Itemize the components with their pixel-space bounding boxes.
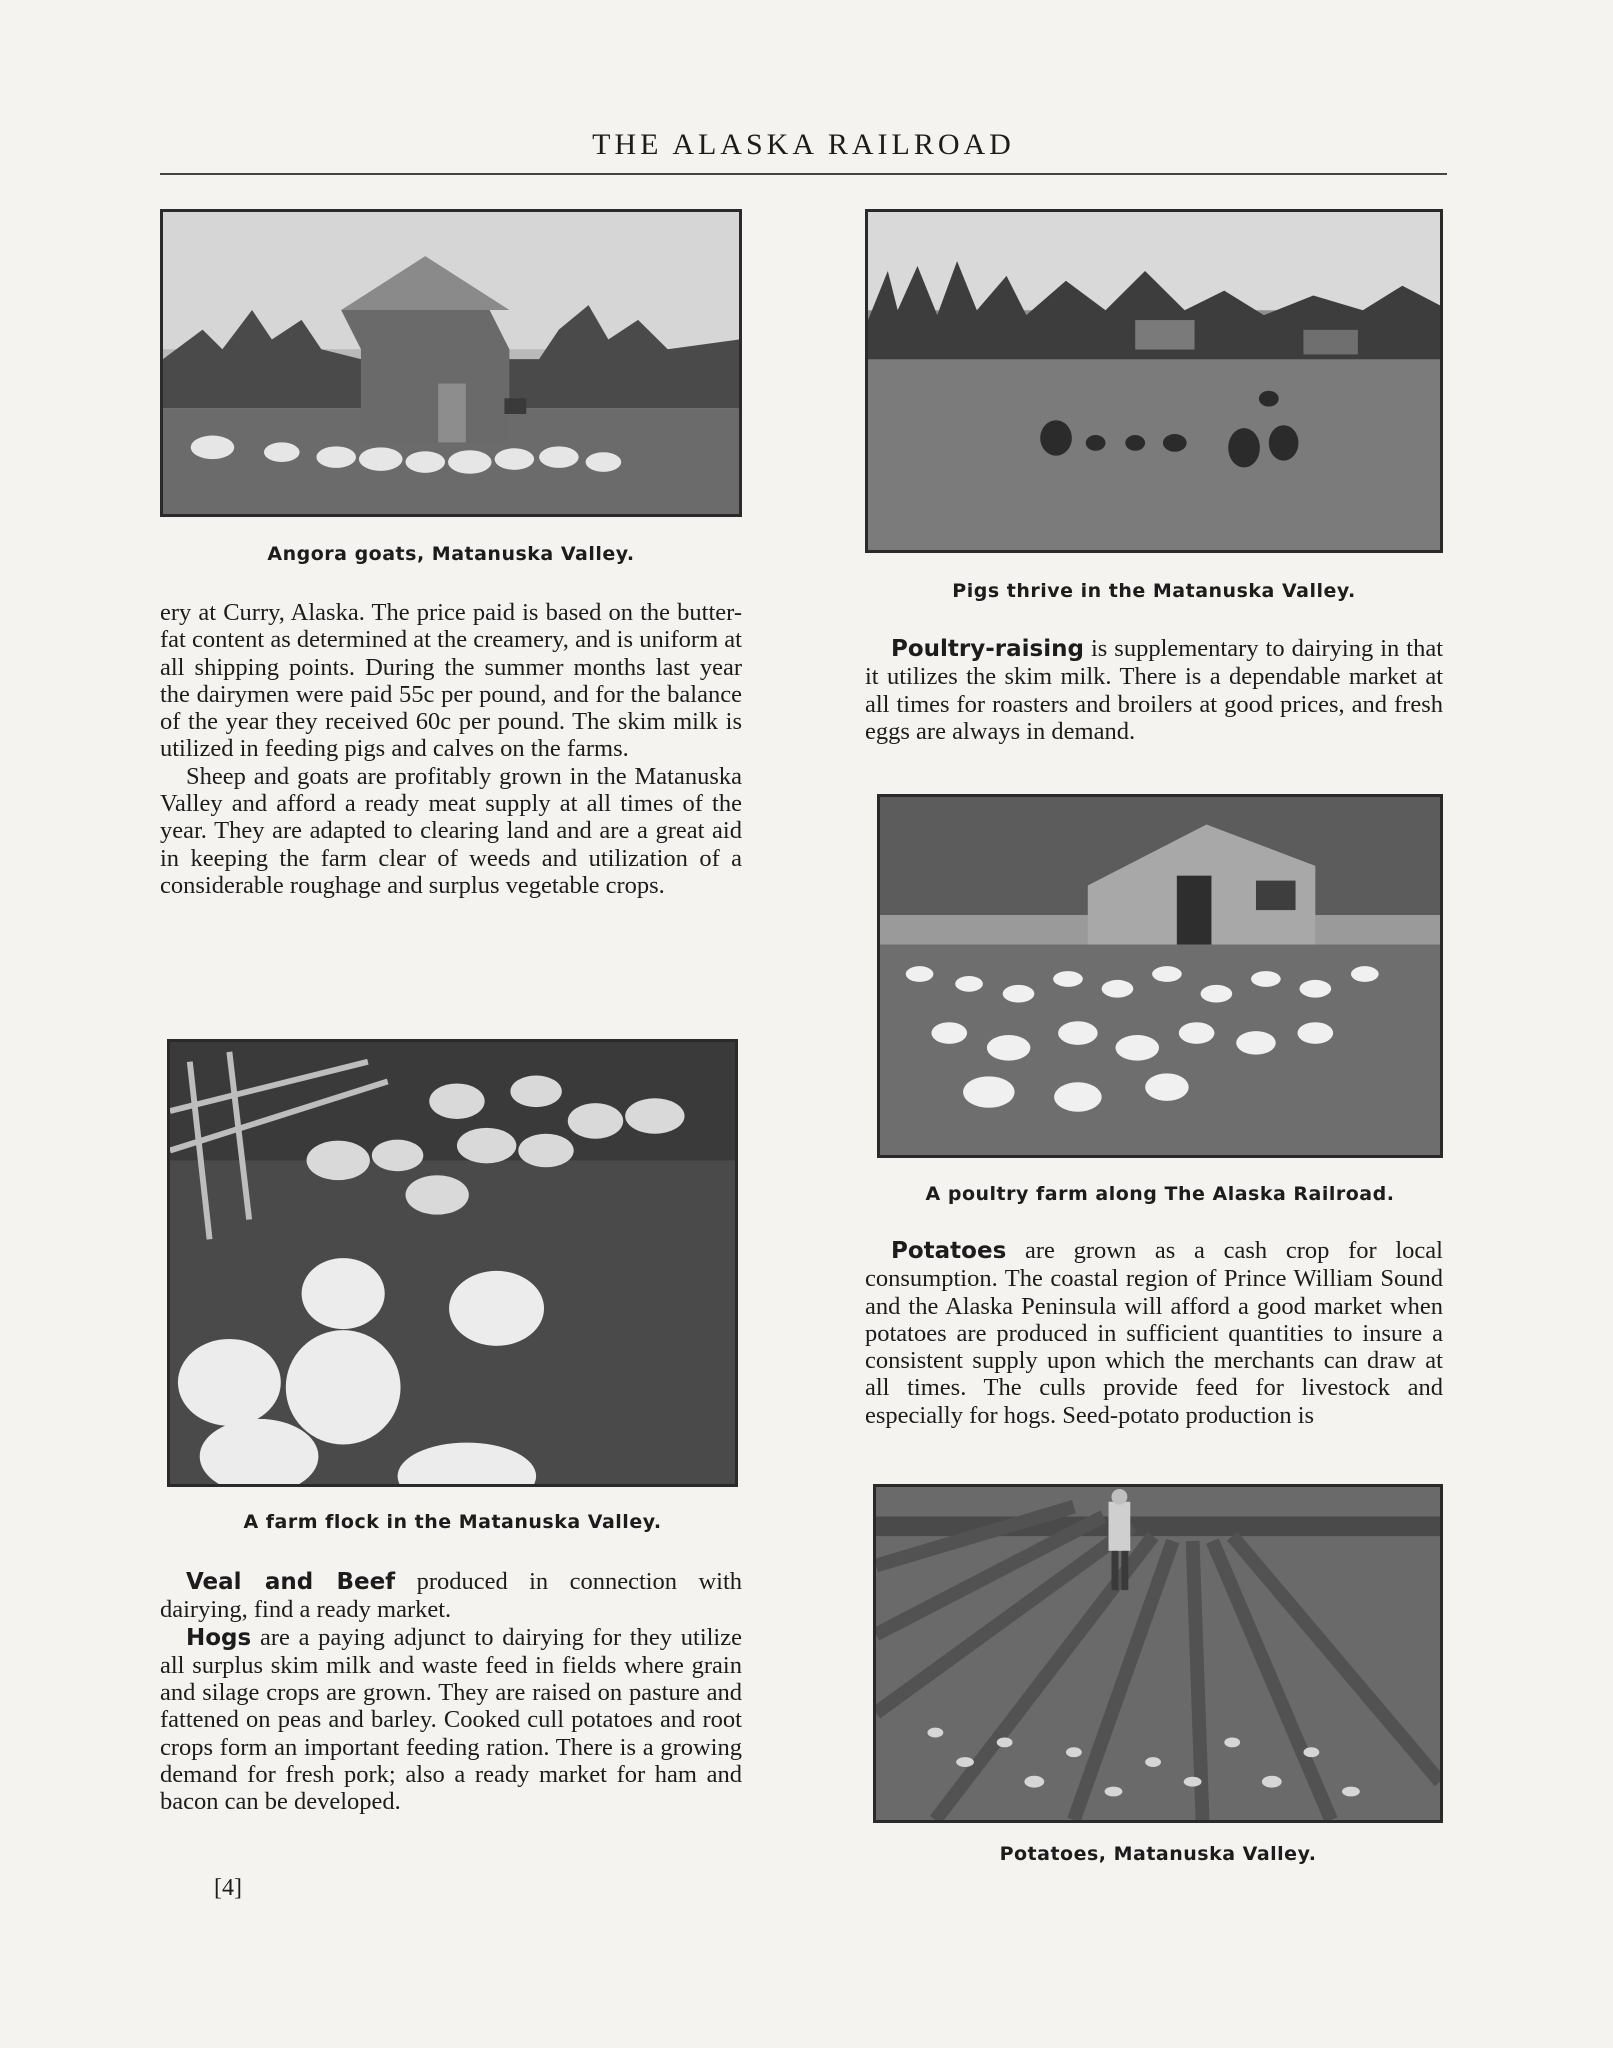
- left-column-top-text: [160, 599, 742, 899]
- photo-caption: Potatoes, Matanuska Valley.: [999, 1843, 1317, 1865]
- photo-potatoes: [873, 1484, 1443, 1823]
- paragraph-text: produced in connection with dairying, find a ready market.: [160, 1568, 742, 1624]
- photo-caption: Angora goats, Matanuska Valley.: [267, 543, 635, 565]
- paragraph: ery at Curry, Alaska. The price paid is based on the butter-fat content as determined at the creamery, and is uniform at all shipping points. During the summer months last year the dairymen were paid 55c per pound, and for the balance of the year they received 60c per pound. The skim milk is utilized in feeding pigs and calves on the farms.: [160, 599, 742, 763]
- right-column-poultry-text: [865, 635, 1443, 745]
- page-number: [4]: [214, 1875, 242, 1901]
- paragraph-lead: Veal and Beef: [186, 1569, 396, 1595]
- paragraph-lead: Hogs: [186, 1624, 252, 1651]
- paragraph-text: are a paying adjunct to dairying for they utilize all surplus skim milk and waste feed in fields where grain and silage crops are grown. They are raised on pasture and fattened on peas and barley. Cooked cull potatoes and root crops form an important feeding ration. There is a growing demand for fresh pork; also a ready market for ham and bacon can be developed.: [160, 1623, 742, 1816]
- page-title: THE ALASKA RAILROAD: [592, 128, 1015, 161]
- paragraph-text: is supplementary to dairying in that it utilizes the skim milk. There is a dependable market at all times for roasters and broilers at good prices, and fresh eggs are always in demand.: [865, 635, 1443, 745]
- photo-caption: A poultry farm along The Alaska Railroad.: [925, 1183, 1395, 1205]
- paragraph-text: are grown as a cash crop for local consumption. The coastal region of Prince William Sound and the Alaska Peninsula will afford a good market when potatoes are produced in sufficient quantities to insure a consistent supply upon which the merchants can draw at all times. The culls provide feed for livestock and especially for hogs. Seed-potato production is: [865, 1237, 1443, 1429]
- photo-caption: Pigs thrive in the Matanuska Valley.: [952, 580, 1356, 602]
- left-column-bottom-text: [160, 1568, 742, 1816]
- right-column-potatoes-text: [865, 1237, 1443, 1429]
- header-rule: [160, 173, 1447, 175]
- photo-pigs: [865, 209, 1443, 553]
- photo-farm-flock: [167, 1039, 738, 1487]
- paragraph-lead: Potatoes: [891, 1238, 1007, 1264]
- photo-poultry-farm: [877, 794, 1443, 1158]
- photo-caption: A farm flock in the Matanuska Valley.: [243, 1511, 662, 1533]
- photo-angora-goats: [160, 209, 742, 517]
- paragraph-lead: Poultry-raising: [891, 636, 1084, 662]
- paragraph: Sheep and goats are profitably grown in the Matanuska Valley and afford a ready meat supply at all times of the year. They are adapted to clearing land and are a great aid in keeping the farm clear of weeds and utilization of a considerable roughage and surplus vegetable crops.: [160, 762, 742, 899]
